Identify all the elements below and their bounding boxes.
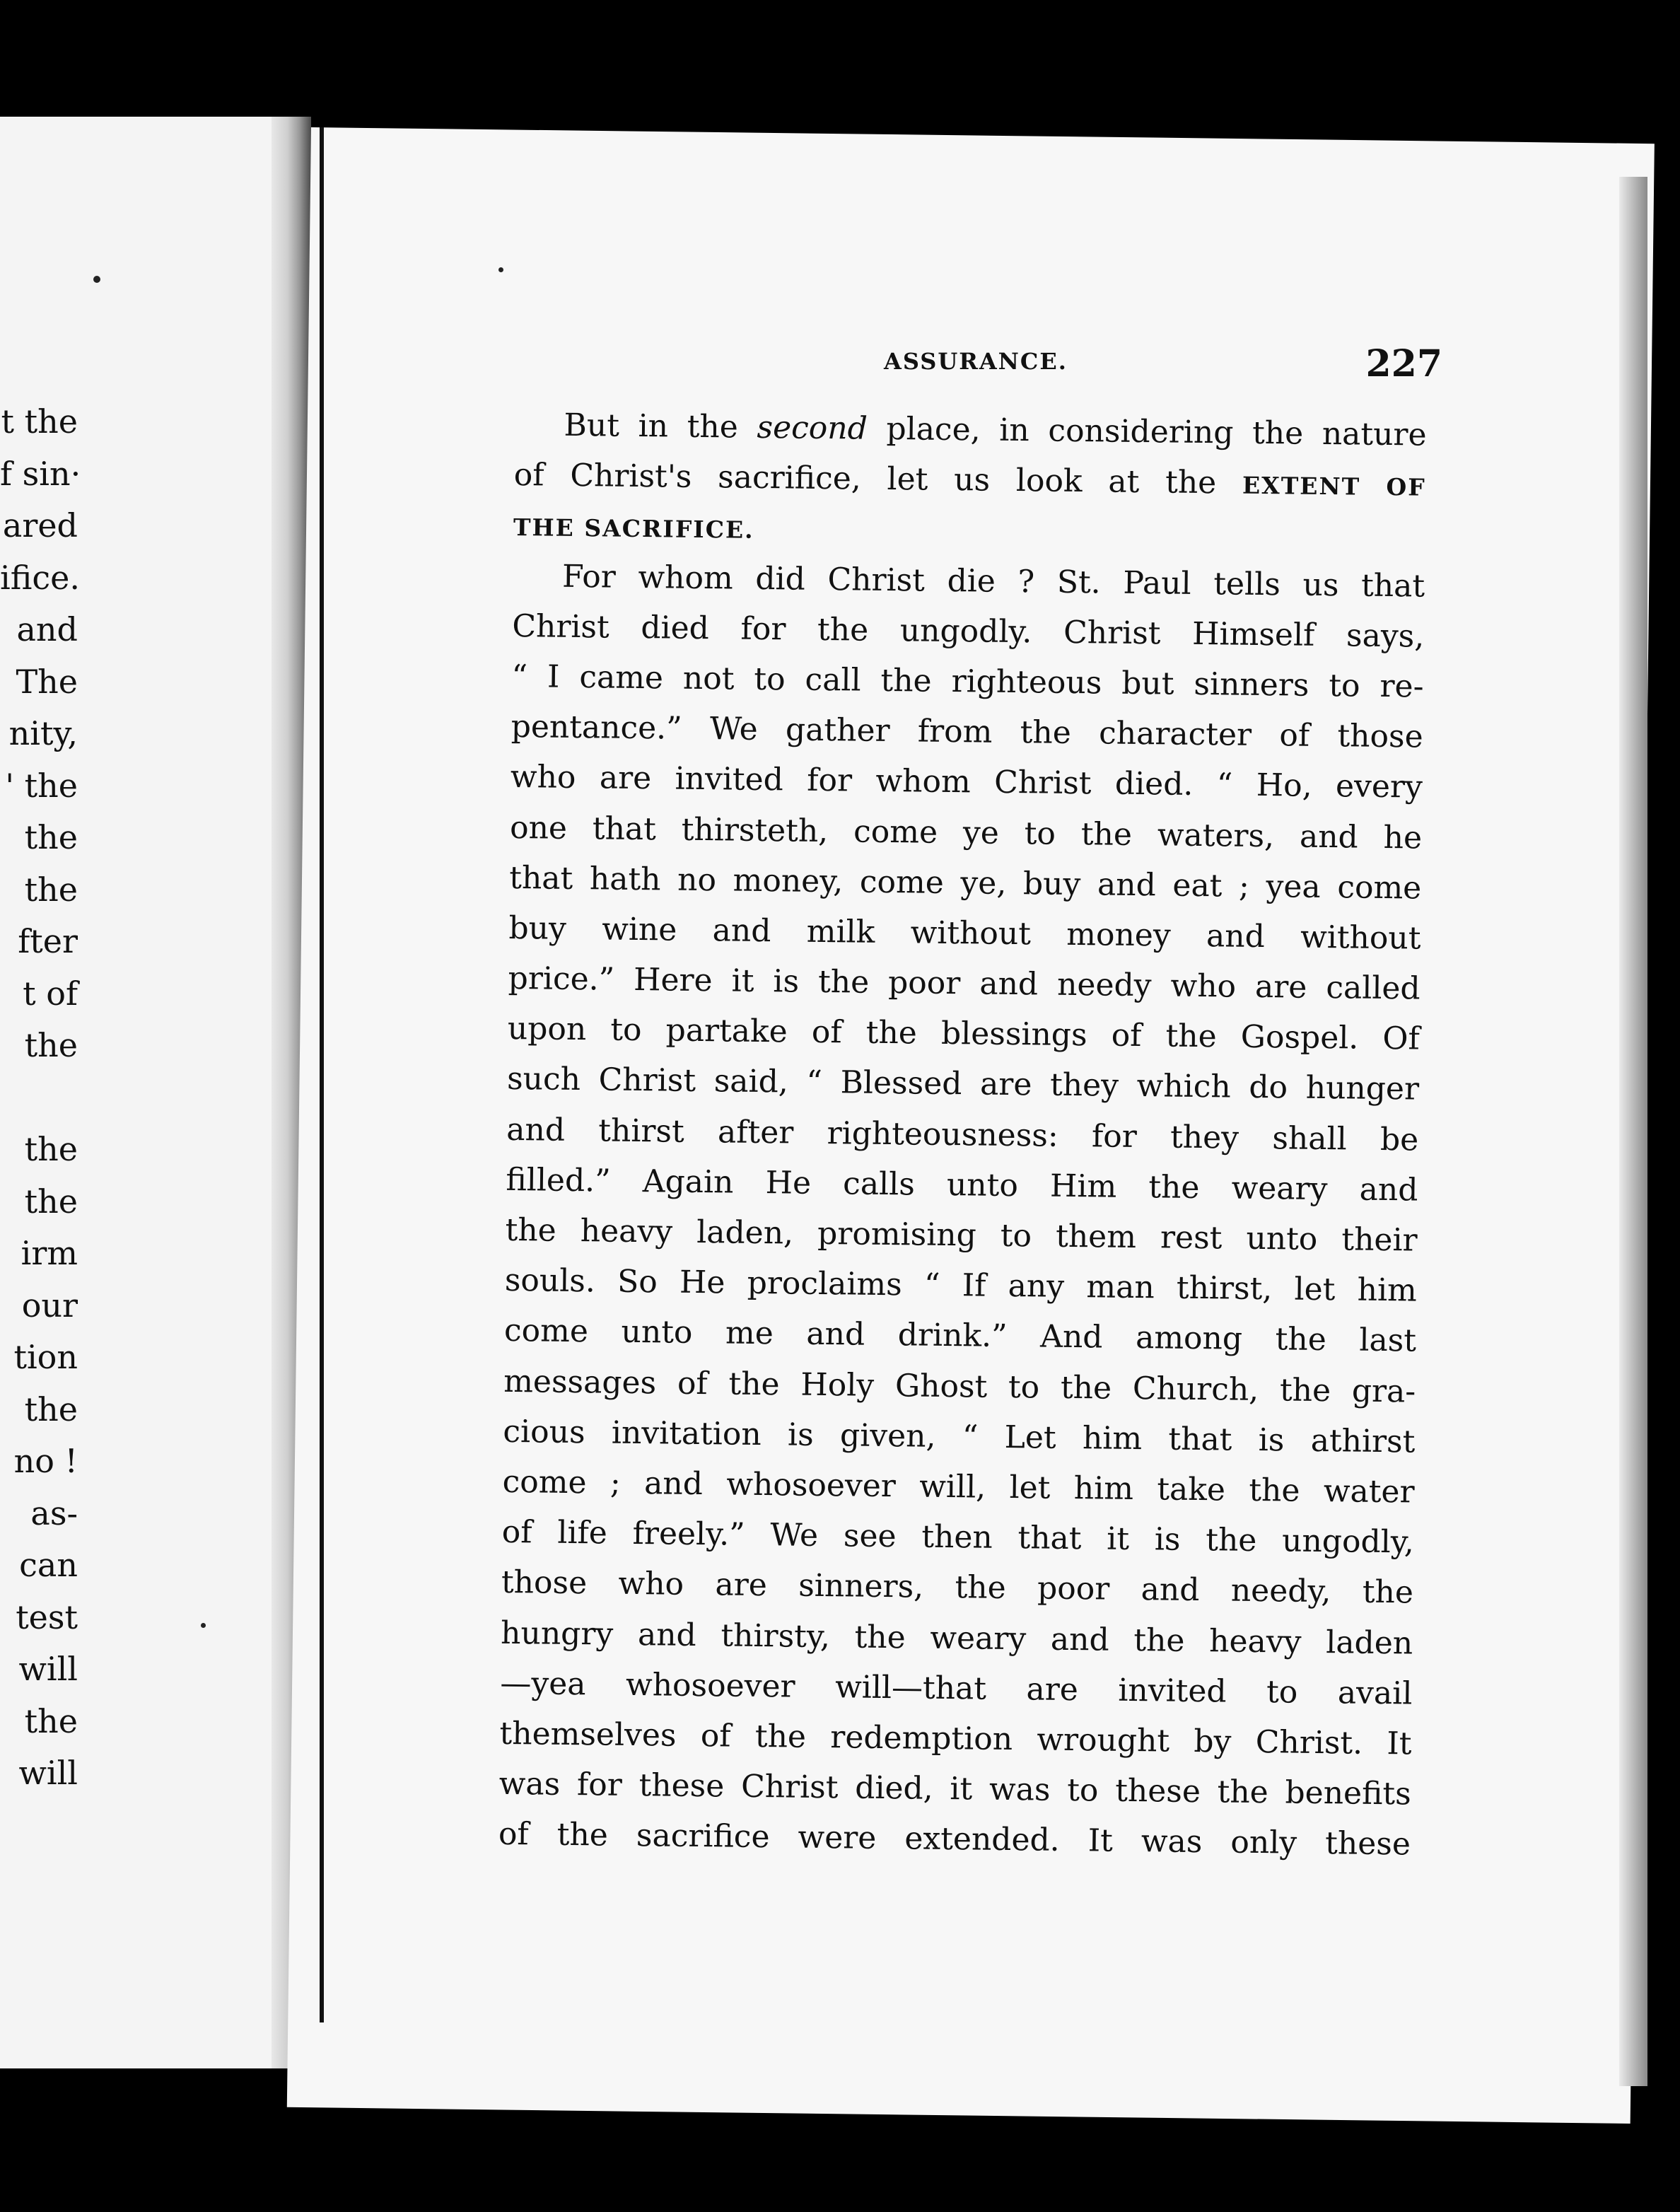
ink-speck <box>498 267 503 272</box>
text-line: buy wine and milk without money and without <box>508 909 1421 957</box>
left-page-fragment: no ! <box>13 1442 78 1480</box>
running-head: ASSURANCE. <box>884 348 1068 375</box>
left-page-fragment: the <box>24 818 78 856</box>
left-page-fragment: and <box>16 610 78 648</box>
text-line: and thirst after righteousness: for they shall be <box>506 1111 1419 1158</box>
text-line: that hath no money, come ye, buy and eat ; yea come <box>509 859 1422 907</box>
text-line: But in the second place, in considering the nature <box>564 407 1427 453</box>
text-line: who are invited for whom Christ died. “ Ho, every <box>510 759 1423 805</box>
text-line: of the sacrifice were extended. It was only these <box>498 1816 1411 1863</box>
text-line: “ I came not to call the righteous but sinners to re- <box>511 658 1424 705</box>
text-line: messages of the Holy Ghost to the Church, the gra- <box>503 1363 1416 1410</box>
left-page-fragment: irm <box>21 1234 78 1272</box>
left-page-fragment: the <box>24 1026 78 1064</box>
left-page-fragment: can <box>19 1546 78 1584</box>
left-page-fragment: the <box>24 1182 78 1221</box>
body-text <box>498 400 1427 1870</box>
text-line: cious invitation is given, “ Let him that is athirst <box>503 1413 1416 1460</box>
text-line: price.” Here it is the poor and needy who are called <box>508 960 1421 1007</box>
left-page-fragment: the <box>24 1701 78 1740</box>
text-line: such Christ said, “ Blessed are they which do hunger <box>506 1061 1420 1108</box>
left-page-fragment: ' the <box>5 766 78 805</box>
emphasis-word: second <box>757 409 868 447</box>
ink-speck <box>93 276 100 283</box>
left-page-fragment: tion <box>13 1338 78 1376</box>
left-page-fragment: our <box>21 1286 78 1325</box>
left-page-fragment: the <box>24 1390 78 1428</box>
left-page-fragment: t the <box>1 402 78 441</box>
paragraph <box>498 551 1425 1870</box>
spine-binding-line <box>320 127 324 2022</box>
text-line: was for these Christ died, it was to these the benefits <box>498 1765 1411 1812</box>
text-line: pentance.” We gather from the character of those <box>511 709 1423 755</box>
left-page-fragment: will <box>18 1650 78 1688</box>
text-line: come ; and whosoever will, let him take the water <box>502 1463 1415 1510</box>
text-line: themselves of the redemption wrought by Christ. It <box>499 1715 1412 1762</box>
left-page-fragment: the <box>24 870 78 909</box>
left-page-fragment: The <box>16 662 78 701</box>
left-page-fragment: f sin· <box>0 454 81 493</box>
left-page-fragment: fter <box>18 922 78 960</box>
text-line: souls. So He proclaims “ If any man thirst, let him <box>504 1262 1418 1309</box>
text-line: of Christ's sacrifice, let us look at the EXTENT OF <box>513 457 1426 501</box>
small-caps-phrase: EXTENT OF <box>1242 471 1426 501</box>
left-page-fragment: as- <box>30 1494 78 1532</box>
text-line: those who are sinners, the poor and needy, the <box>501 1564 1414 1611</box>
left-page-fragment: test <box>16 1597 78 1636</box>
page-edge-shadow <box>1619 177 1647 2086</box>
ink-speck <box>201 1623 206 1628</box>
left-page-fragment <box>0 1072 78 1124</box>
left-page-fragment: nity, <box>8 714 78 752</box>
text-line: —yea whosoever will—that are invited to avail <box>500 1665 1413 1712</box>
text-line: hungry and thirsty, the weary and the heavy laden <box>500 1614 1413 1662</box>
left-page-fragment: the <box>24 1130 78 1168</box>
text-line: of life freely.” We see then that it is the ungodly, <box>501 1514 1415 1561</box>
left-page-text-fragments <box>0 396 81 1800</box>
text-line: filled.” Again He calls unto Him the weary and <box>506 1161 1418 1209</box>
left-page-fragment: ifice. <box>0 558 81 597</box>
text-line: come unto me and drink.” And among the last <box>503 1312 1417 1359</box>
left-page-fragment: ared <box>2 506 78 545</box>
text-line: one that thirsteth, come ye to the waters, and he <box>509 809 1423 856</box>
page-number: 227 <box>1365 342 1442 385</box>
text-line: the heavy laden, promising to them rest unto their <box>505 1211 1418 1259</box>
text-line: For whom did Christ die ? St. Paul tells us that <box>561 558 1425 605</box>
text-line: upon to partake of the blessings of the Gospel. Of <box>507 1011 1421 1057</box>
left-page-fragment: t of <box>23 974 78 1013</box>
left-page-fragment: will <box>18 1754 78 1792</box>
text-line: Christ died for the ungodly. Christ Himself says, <box>512 607 1425 655</box>
small-caps-phrase: THE SACRIFICE. <box>513 513 754 545</box>
